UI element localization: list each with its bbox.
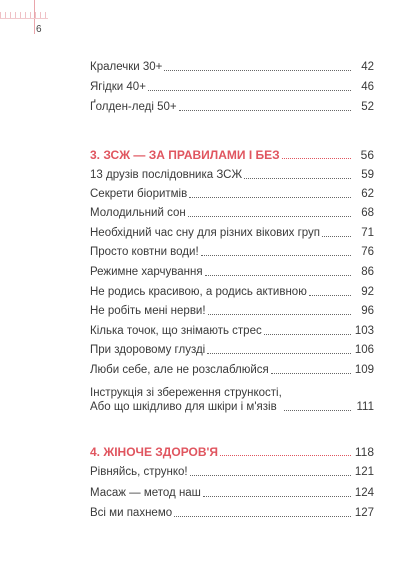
toc-entry[interactable]	[90, 98, 374, 114]
dot-leader	[271, 372, 351, 374]
toc-entry-title	[90, 386, 282, 414]
toc-entry[interactable]	[90, 302, 374, 318]
toc-entry[interactable]	[90, 484, 374, 500]
toc-entry-title: 13 друзів послідовника ЗСЖ	[90, 169, 243, 181]
dot-leader	[174, 515, 351, 517]
dot-leader	[220, 454, 351, 456]
dot-leader	[309, 294, 351, 296]
dot-leader	[205, 274, 351, 276]
toc-entry-page: 111	[356, 401, 374, 413]
dot-leader	[322, 235, 351, 237]
dot-leader	[282, 157, 351, 159]
toc-entry-page: 86	[361, 266, 374, 278]
toc-entry-page: 42	[361, 61, 374, 73]
toc-entry-title: Кралечки 30+	[90, 61, 163, 73]
toc-entry-page: 124	[354, 487, 374, 499]
toc-entry[interactable]	[90, 243, 374, 259]
toc-entry[interactable]	[90, 504, 374, 520]
toc-entry[interactable]	[90, 361, 374, 377]
dot-leader	[207, 352, 351, 354]
toc-entry[interactable]	[90, 78, 374, 94]
toc-entry-page: 109	[354, 364, 374, 376]
dot-leader	[164, 69, 351, 71]
toc-entry-title: Секрети біоритмів	[90, 188, 188, 200]
toc-entry[interactable]	[90, 224, 374, 240]
toc-entry-multiline[interactable]	[90, 384, 374, 414]
toc-entry-title: Молодильний сон	[90, 207, 186, 219]
toc-entry-page: 62	[361, 188, 374, 200]
toc-entry-page: 96	[361, 305, 374, 317]
toc-entry-title-line1: Інструкція зі збереження стрункості,	[90, 387, 282, 399]
section-title: 4. ЖІНОЧЕ ЗДОРОВ'Я	[90, 445, 219, 459]
toc-entry-title: Режимне харчування	[90, 266, 203, 278]
toc-entry[interactable]	[90, 185, 374, 201]
toc-entry-page: 103	[354, 325, 374, 337]
toc-entry-title: Не робіть мені нерви!	[90, 305, 206, 317]
dot-leader	[264, 333, 351, 335]
dot-leader	[203, 495, 351, 497]
dot-leader	[190, 474, 351, 476]
section-title: 3. ЗСЖ — ЗА ПРАВИЛАМИ І БЕЗ	[90, 148, 280, 162]
toc-entry-page: 121	[354, 466, 374, 478]
dot-leader	[188, 215, 351, 217]
toc-entry-title: Ґолден-леді 50+	[90, 101, 177, 113]
toc-entry[interactable]	[90, 166, 374, 182]
toc-entry-title: При здоровому глузді	[90, 344, 206, 356]
toc-entry-page: 76	[361, 246, 374, 258]
dot-leader	[189, 196, 351, 198]
dot-leader	[201, 254, 351, 256]
toc-entry[interactable]	[90, 263, 374, 279]
toc-entry[interactable]	[90, 322, 374, 338]
page-number: 6	[36, 24, 42, 35]
page-corner-ruler	[0, 0, 50, 38]
toc-entry-page: 52	[361, 101, 374, 113]
toc-section-heading[interactable]	[90, 146, 374, 162]
toc-entry-title: Просто ковтни води!	[90, 246, 199, 258]
toc-entry-page: 106	[354, 344, 374, 356]
dot-leader	[284, 409, 351, 411]
toc-entry-title: Масаж — метод наш	[90, 487, 201, 499]
dot-leader	[148, 89, 351, 91]
toc-entry-page: 46	[361, 81, 374, 93]
ruler-ticks	[0, 12, 48, 18]
toc-entry[interactable]	[90, 204, 374, 220]
toc-section-heading[interactable]	[90, 443, 374, 459]
toc-entry[interactable]	[90, 463, 374, 479]
toc-entry-title: Кілька точок, що знімають стрес	[90, 325, 262, 337]
toc-entry-page: 92	[361, 286, 374, 298]
dot-leader	[179, 109, 351, 111]
toc-entry-page: 127	[354, 507, 374, 519]
toc-entry[interactable]	[90, 283, 374, 299]
section-page: 118	[354, 445, 374, 459]
toc-entry[interactable]	[90, 58, 374, 74]
toc-entry-title: Всі ми пахнемо	[90, 507, 173, 519]
toc-entry-title: Рівняйсь, струнко!	[90, 466, 188, 478]
toc-entry-title: Необхідний час сну для різних вікових груп	[90, 227, 321, 239]
toc-entry-title: Люби себе, але не розслаблюйся	[90, 364, 269, 376]
dot-leader	[244, 177, 351, 179]
section-page: 56	[360, 148, 374, 162]
toc-entry-title: Ягідки 40+	[90, 81, 146, 93]
toc-entry-page: 71	[361, 227, 374, 239]
ruler-horizontal-line	[0, 18, 48, 19]
toc-entry-title: Не родись красивою, а родись активною	[90, 286, 307, 298]
toc-entry-page: 68	[361, 207, 374, 219]
toc-entry-page: 59	[361, 169, 374, 181]
toc-entry-title-line2: Або що шкідливо для шкіри і м'язів	[90, 401, 277, 413]
toc-entry[interactable]	[90, 341, 374, 357]
dot-leader	[208, 313, 351, 315]
